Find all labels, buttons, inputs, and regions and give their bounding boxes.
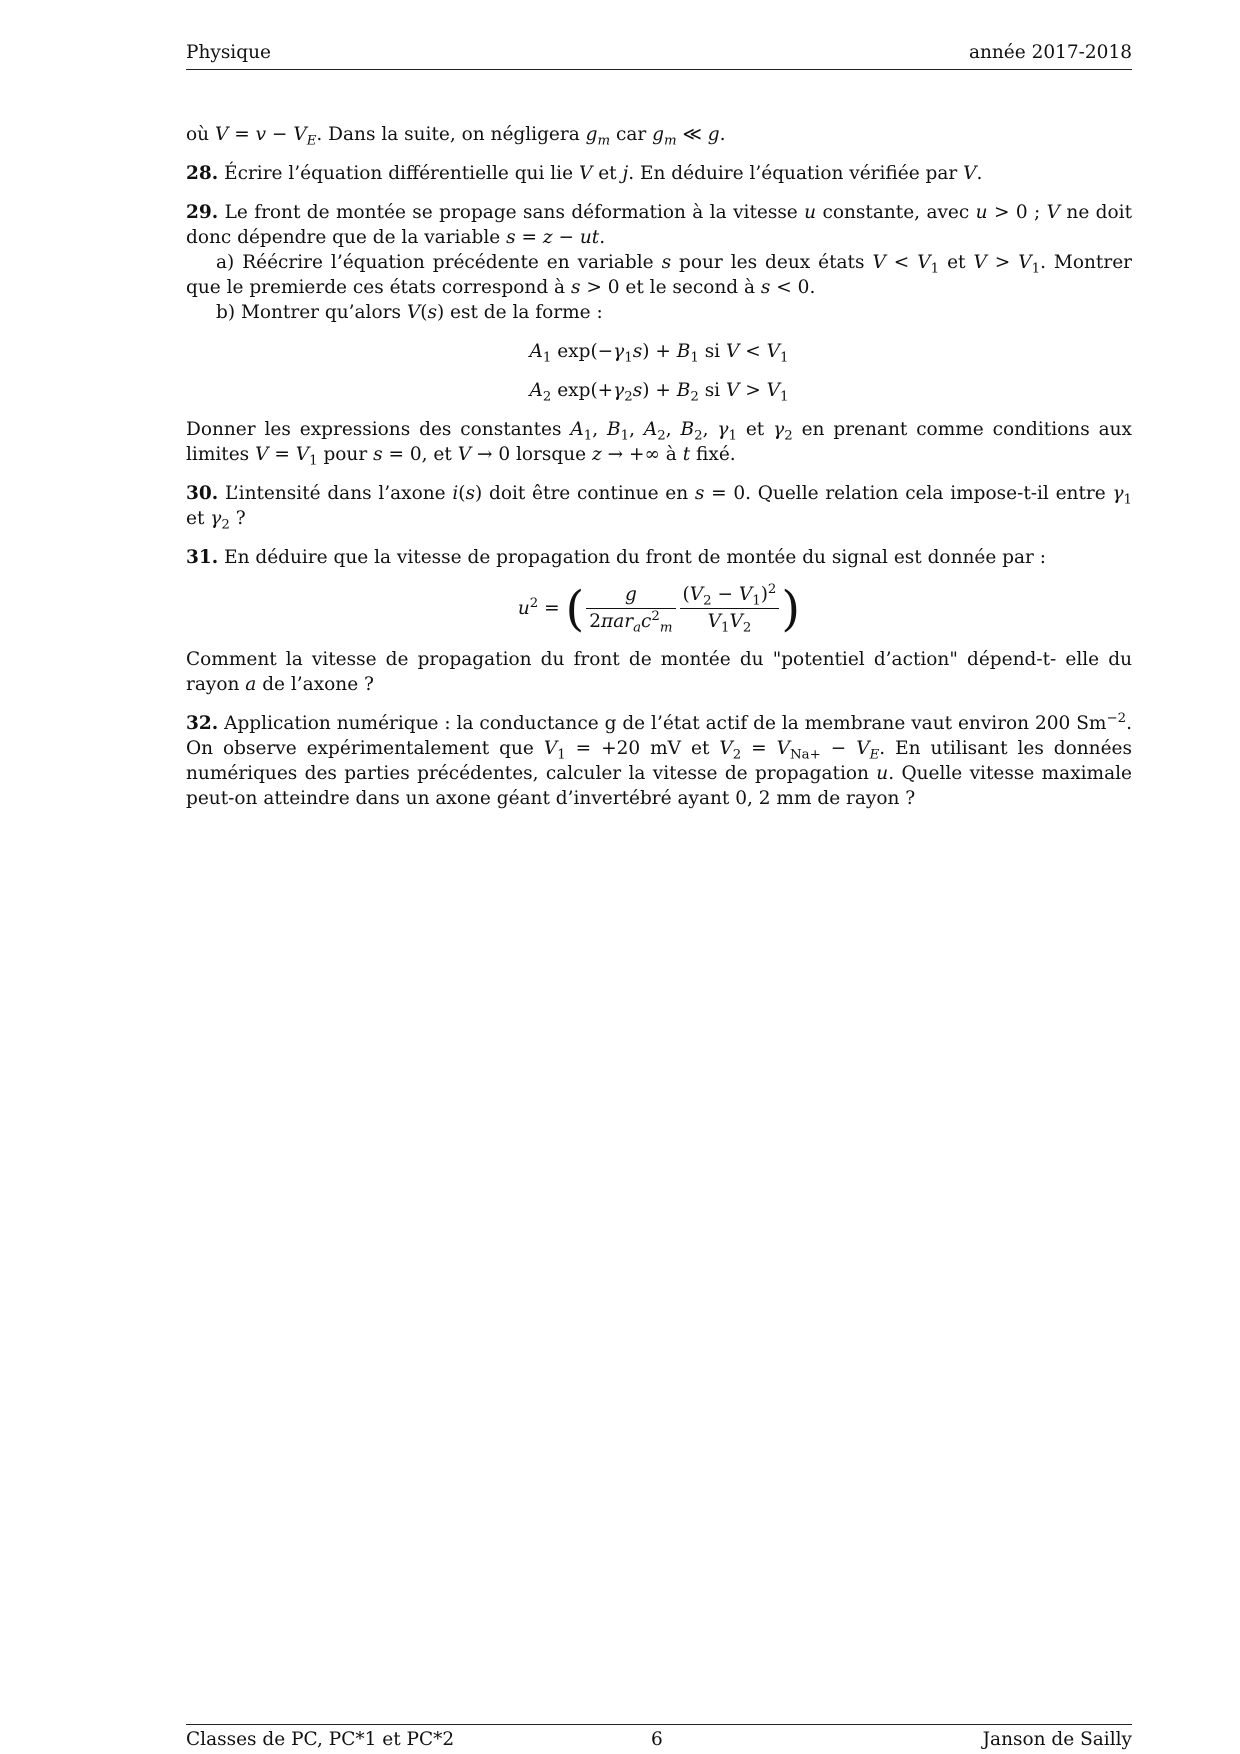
header-subject: Physique (186, 42, 271, 63)
question-28: 28. Écrire l’équation différentielle qui lie V et j. En déduire l’équation vérifiée par V. (186, 163, 983, 184)
question-number: 31. (186, 547, 219, 568)
footer-school: Janson de Sailly (982, 1729, 1132, 1750)
question-number: 30. (186, 483, 219, 504)
page-header (186, 40, 1132, 70)
question-29-constants: Donner les expressions des constantes $A_1$, $B_1$, $A_2$, $B_2$, $\gamma_1$ et $\gamma_2$ en prenant comme conditions aux limites $V = V_1$ pour s = 0, et V → 0 lorsque z → +∞ à t fixé. (186, 419, 1132, 469)
page-footer (186, 1724, 1132, 1752)
question-29-part-a: a) Réécrire l’équation précédente en variable s pour les deux états $V < V_1$ et $V > V_1$. Montrer que le premierde ces états correspond à s > 0 et le second à s < 0. (186, 252, 1132, 298)
footer-classes: Classes de PC, PC*1 et PC*2 (186, 1729, 455, 1750)
header-year: année 2017-2018 (968, 42, 1132, 63)
question-30: 30. L’intensité dans l’axone i(s) doit être continue en s = 0. Quelle relation cela impose-t-il entre $\gamma_1$ et $\gamma_2$ ? (186, 483, 1132, 533)
question-number: 28. (186, 163, 219, 184)
question-29: 29. Le front de montée se propage sans déformation à la vitesse u constante, avec u > 0 ; V ne doit donc dépendre que de la variable s = z − ut. a) Réécrire l’équation précédente en variable s pour les deux états $V < V_1$ et $V > V_1$. Montrer que le premierde ces états correspond à s > 0 et le second à s < 0. b) Montrer qu’alors V(s) est de la forme : $A_1$ $\exp(-\gamma_1s) + B_1$ si $V < V_1$ $A_2$ $\exp(+\gamma_2s) + B_2$ si $V > V_1$ Donner les expressions des constantes $A_1$, $B_1$, $A_2$, $B_2$, $\gamma_1$ et $\gamma_2$ en prenant comme conditions aux limites $V = V_1$ pour s = 0, et V → 0 lorsque z → +∞ à t fixé. (186, 202, 1133, 469)
page-content (186, 122, 1132, 825)
question-31: 31. En déduire que la vitesse de propagation du front de montée du signal est donnée par : $u^2$ = ( $\frac{g}{2\pi ar_ac^2_m}$ $\frac{(V_2 - V_1)^2}{V_1V_2}$ ) Comment la vitesse de propagation du front de montée du "potentiel d’action" dépend-t- elle du rayon a de l’axone ? (186, 547, 1132, 695)
question-29-part-b: b) Montrer qu’alors V(s) est de la forme : (216, 302, 603, 323)
intro-paragraph: où $V = v - V_E$. Dans la suite, on négligera $g_m$ car $g_m$ ≪ g. (186, 124, 726, 149)
equation-velocity: $u^2$ = ( $\frac{g}{2\pi ar_ac^2_m}$ $\frac{(V_2 - V_1)^2}{V_1V_2}$ ) (517, 580, 801, 637)
equation-v-upper: $A_2$ $\exp(+\gamma_2s) + B_2$ si $V > V_1$ (529, 380, 789, 405)
question-32: 32. Application numérique : la conductance g de l’état actif de la membrane vaut environ 200 $Sm^{-2}$. On observe expérimentalement que $V_1 = +20$ mV et $V_2 = V_{Na+} - V_E$. En utilisant les données numériques des parties précédentes, calculer la vitesse de propagation u. Quelle vitesse maximale peut-on atteindre dans un axone géant d’invertébré ayant 0, 2 mm de rayon ? (186, 710, 1132, 809)
question-number: 29. (186, 202, 219, 223)
question-number: 32. (186, 713, 219, 734)
equation-v-lower: $A_1$ $\exp(-\gamma_1s) + B_1$ si $V < V_1$ (529, 341, 789, 366)
page-number: 6 (651, 1729, 663, 1750)
